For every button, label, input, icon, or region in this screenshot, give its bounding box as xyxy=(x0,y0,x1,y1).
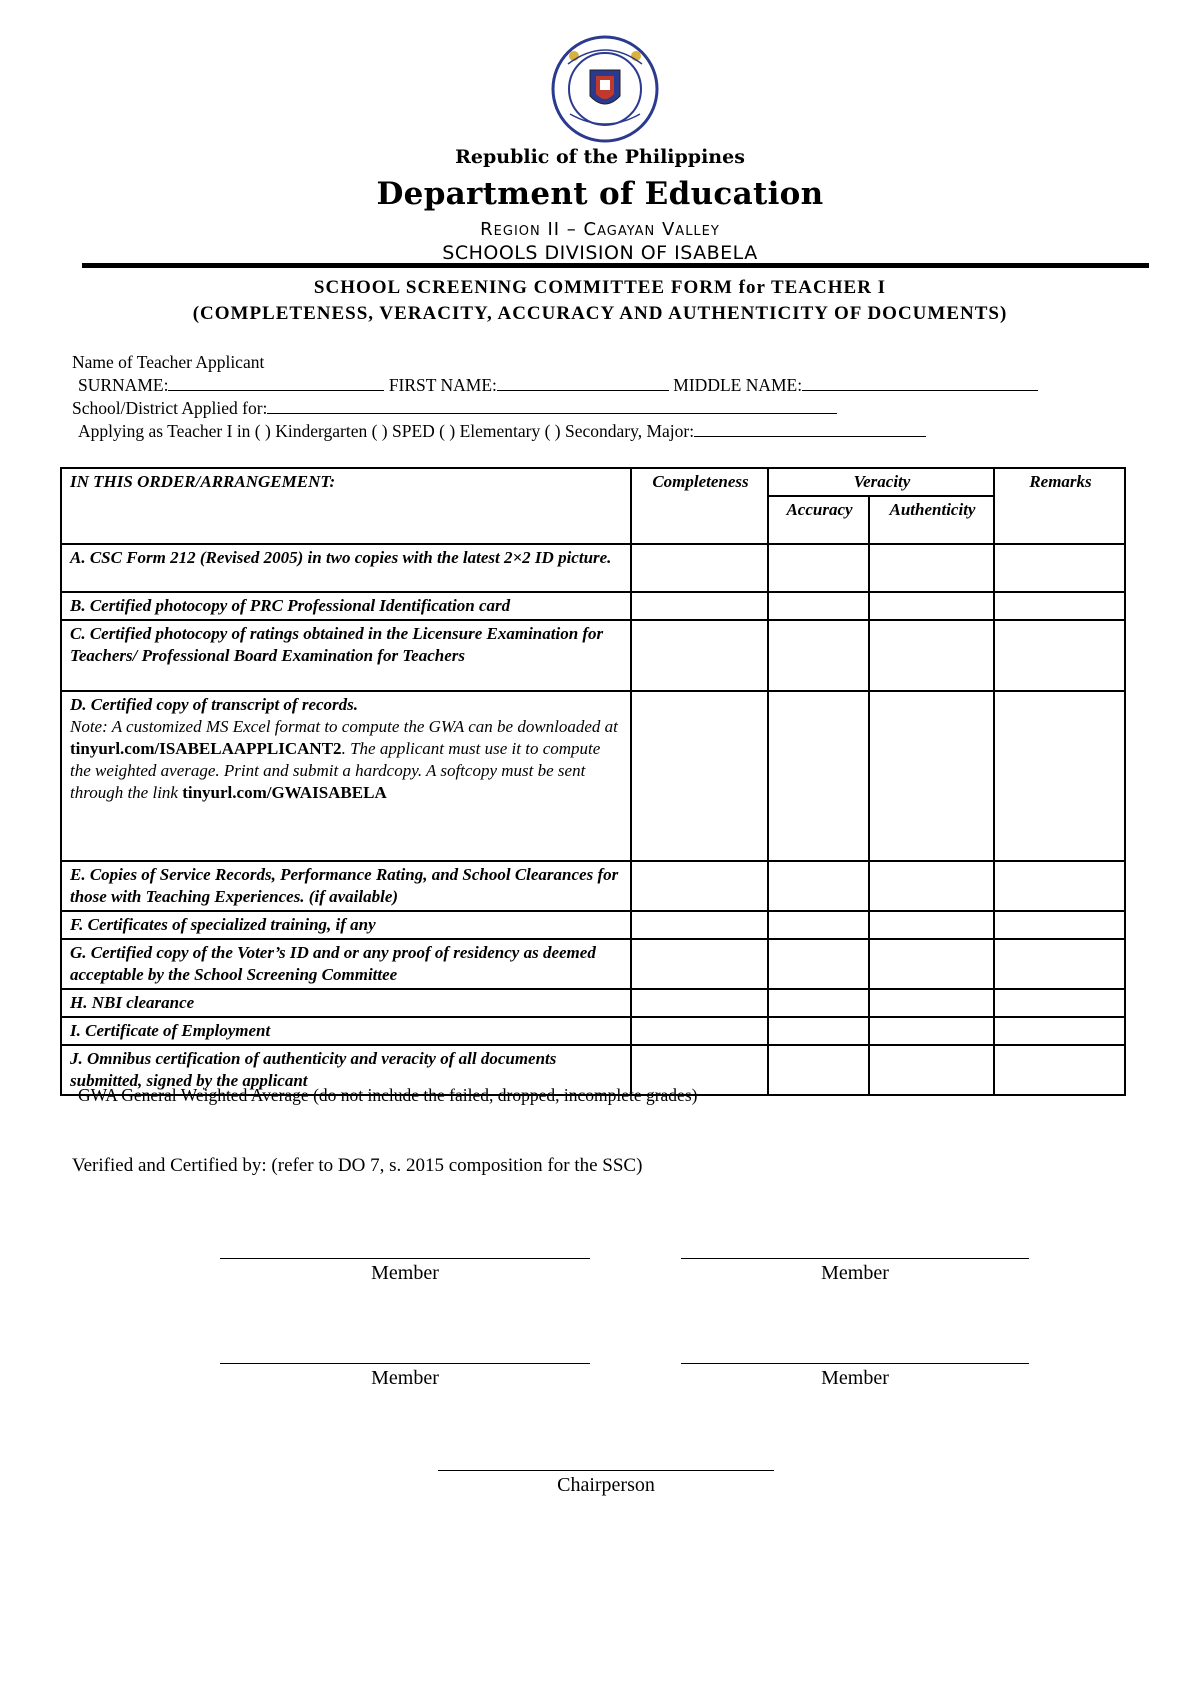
row-a-completeness-cell[interactable] xyxy=(631,544,768,592)
signature-chairperson xyxy=(438,1470,774,1497)
first-name-field[interactable] xyxy=(497,376,669,391)
applicant-name-row xyxy=(78,375,1038,396)
row-d-authenticity-cell[interactable] xyxy=(869,691,994,861)
row-c-label: C. Certified photocopy of ratings obtained in the Licensure Examination for Teachers/ Professional Board Examination for Teachers xyxy=(61,620,631,691)
row-a-accuracy-cell[interactable] xyxy=(768,544,869,592)
row-d-note-1: Note: A customized MS Excel format to compute the GWA can be downloaded at xyxy=(70,717,618,736)
verified-by-label: Verified and Certified by: (refer to DO 7, s. 2015 composition for the SSC) xyxy=(72,1155,643,1176)
table-row xyxy=(61,592,1125,620)
row-j-accuracy-cell[interactable] xyxy=(768,1045,869,1095)
major-field[interactable] xyxy=(694,422,926,437)
row-e-completeness-cell[interactable] xyxy=(631,861,768,911)
row-c-accuracy-cell[interactable] xyxy=(768,620,869,691)
row-c-authenticity-cell[interactable] xyxy=(869,620,994,691)
row-j-remarks-cell[interactable] xyxy=(994,1045,1125,1095)
row-b-completeness-cell[interactable] xyxy=(631,592,768,620)
row-a-authenticity-cell[interactable] xyxy=(869,544,994,592)
table-row xyxy=(61,989,1125,1017)
table-row xyxy=(61,1017,1125,1045)
region-heading: Region II – Cagayan Valley xyxy=(480,219,720,240)
signature-member-1 xyxy=(220,1258,590,1285)
header-divider xyxy=(82,263,1149,268)
table-row xyxy=(61,939,1125,989)
row-e-authenticity-cell[interactable] xyxy=(869,861,994,911)
row-f-authenticity-cell[interactable] xyxy=(869,911,994,939)
member-label: Member xyxy=(371,1262,439,1284)
division-heading: SCHOOLS DIVISION OF ISABELA xyxy=(442,242,758,264)
surname-field[interactable] xyxy=(168,376,384,391)
department-heading: Department of Education xyxy=(376,176,824,212)
surname-label: SURNAME: xyxy=(78,375,169,395)
header-order: IN THIS ORDER/ARRANGEMENT: xyxy=(61,468,631,544)
row-f-remarks-cell[interactable] xyxy=(994,911,1125,939)
row-g-completeness-cell[interactable] xyxy=(631,939,768,989)
member-label: Member xyxy=(821,1367,889,1389)
row-b-authenticity-cell[interactable] xyxy=(869,592,994,620)
form-subtitle: (COMPLETENESS, VERACITY, ACCURACY AND AUTHENTICITY OF DOCUMENTS) xyxy=(192,303,1008,324)
table-header-row xyxy=(61,468,1125,496)
table-row xyxy=(61,620,1125,691)
row-b-label: B. Certified photocopy of PRC Professional Identification card xyxy=(61,592,631,620)
header-completeness: Completeness xyxy=(631,468,768,544)
row-f-completeness-cell[interactable] xyxy=(631,911,768,939)
chairperson-label: Chairperson xyxy=(557,1474,655,1496)
middle-name-label: MIDDLE NAME: xyxy=(673,375,803,395)
row-i-remarks-cell[interactable] xyxy=(994,1017,1125,1045)
applying-label: Applying as Teacher I in ( ) Kindergarten ( ) SPED ( ) Elementary ( ) Secondary, Major: xyxy=(78,421,695,441)
row-g-authenticity-cell[interactable] xyxy=(869,939,994,989)
header-remarks: Remarks xyxy=(994,468,1125,544)
row-c-remarks-cell[interactable] xyxy=(994,620,1125,691)
member-label: Member xyxy=(821,1262,889,1284)
republic-heading: Republic of the Philippines xyxy=(455,146,745,168)
row-h-accuracy-cell[interactable] xyxy=(768,989,869,1017)
row-d-note-2: . The applicant must use it to compute the weighted average. Print and submit a hardcopy. A softcopy must be sent through the link xyxy=(70,739,601,802)
row-e-accuracy-cell[interactable] xyxy=(768,861,869,911)
row-i-authenticity-cell[interactable] xyxy=(869,1017,994,1045)
row-d-label: D. Certified copy of transcript of records. xyxy=(70,695,359,714)
applying-row xyxy=(78,421,926,442)
row-f-label: F. Certificates of specialized training, if any xyxy=(61,911,631,939)
row-i-completeness-cell[interactable] xyxy=(631,1017,768,1045)
gwa-softcopy-link[interactable]: tinyurl.com/GWAISABELA xyxy=(182,783,387,802)
signature-line[interactable] xyxy=(681,1258,1029,1259)
row-h-completeness-cell[interactable] xyxy=(631,989,768,1017)
row-h-remarks-cell[interactable] xyxy=(994,989,1125,1017)
row-d-cell xyxy=(61,691,631,861)
table-row xyxy=(61,861,1125,911)
row-a-label: A. CSC Form 212 (Revised 2005) in two copies with the latest 2×2 ID picture. xyxy=(61,544,631,592)
deped-seal-logo xyxy=(550,34,660,144)
table-row xyxy=(61,544,1125,592)
row-h-label: H. NBI clearance xyxy=(61,989,631,1017)
row-j-label: J. Omnibus certification of authenticity and veracity of all documents submitted, signed by the applicant xyxy=(61,1045,631,1095)
applicant-name-label: Name of Teacher Applicant xyxy=(72,352,265,372)
row-g-accuracy-cell[interactable] xyxy=(768,939,869,989)
member-label: Member xyxy=(371,1367,439,1389)
row-e-remarks-cell[interactable] xyxy=(994,861,1125,911)
header-accuracy: Accuracy xyxy=(768,496,869,544)
school-field[interactable] xyxy=(267,399,837,414)
row-d-completeness-cell[interactable] xyxy=(631,691,768,861)
middle-name-field[interactable] xyxy=(802,376,1038,391)
signature-member-4 xyxy=(681,1363,1029,1390)
signature-line[interactable] xyxy=(220,1363,590,1364)
row-c-completeness-cell[interactable] xyxy=(631,620,768,691)
row-b-remarks-cell[interactable] xyxy=(994,592,1125,620)
signature-member-2 xyxy=(681,1258,1029,1285)
row-d-remarks-cell[interactable] xyxy=(994,691,1125,861)
form-title: SCHOOL SCREENING COMMITTEE FORM for TEACHER I xyxy=(313,277,887,298)
signature-line[interactable] xyxy=(681,1363,1029,1364)
table-row xyxy=(61,691,1125,861)
signature-line[interactable] xyxy=(220,1258,590,1259)
header-veracity: Veracity xyxy=(768,468,994,496)
row-a-remarks-cell[interactable] xyxy=(994,544,1125,592)
row-b-accuracy-cell[interactable] xyxy=(768,592,869,620)
row-g-label: G. Certified copy of the Voter’s ID and or any proof of residency as deemed acceptable by the School Screening Committee xyxy=(61,939,631,989)
row-h-authenticity-cell[interactable] xyxy=(869,989,994,1017)
header-authenticity: Authenticity xyxy=(869,496,994,544)
table-row xyxy=(61,911,1125,939)
first-name-label: FIRST NAME: xyxy=(388,375,497,395)
row-e-label: E. Copies of Service Records, Performance Rating, and School Clearances for those with Teaching Experiences. (if available) xyxy=(61,861,631,911)
school-row xyxy=(72,398,837,419)
documents-table xyxy=(60,467,1126,1096)
excel-format-link[interactable]: tinyurl.com/ISABELAAPPLICANT2 xyxy=(70,739,342,758)
row-i-accuracy-cell[interactable] xyxy=(768,1017,869,1045)
signature-member-3 xyxy=(220,1363,590,1390)
school-label: School/District Applied for: xyxy=(72,398,268,418)
row-i-label: I. Certificate of Employment xyxy=(61,1017,631,1045)
row-d-accuracy-cell[interactable] xyxy=(768,691,869,861)
row-g-remarks-cell[interactable] xyxy=(994,939,1125,989)
row-j-authenticity-cell[interactable] xyxy=(869,1045,994,1095)
signature-line[interactable] xyxy=(438,1470,774,1471)
row-f-accuracy-cell[interactable] xyxy=(768,911,869,939)
gwa-footnote: GWA General Weighted Average (do not include the failed, dropped, incomplete grades) xyxy=(78,1085,698,1105)
